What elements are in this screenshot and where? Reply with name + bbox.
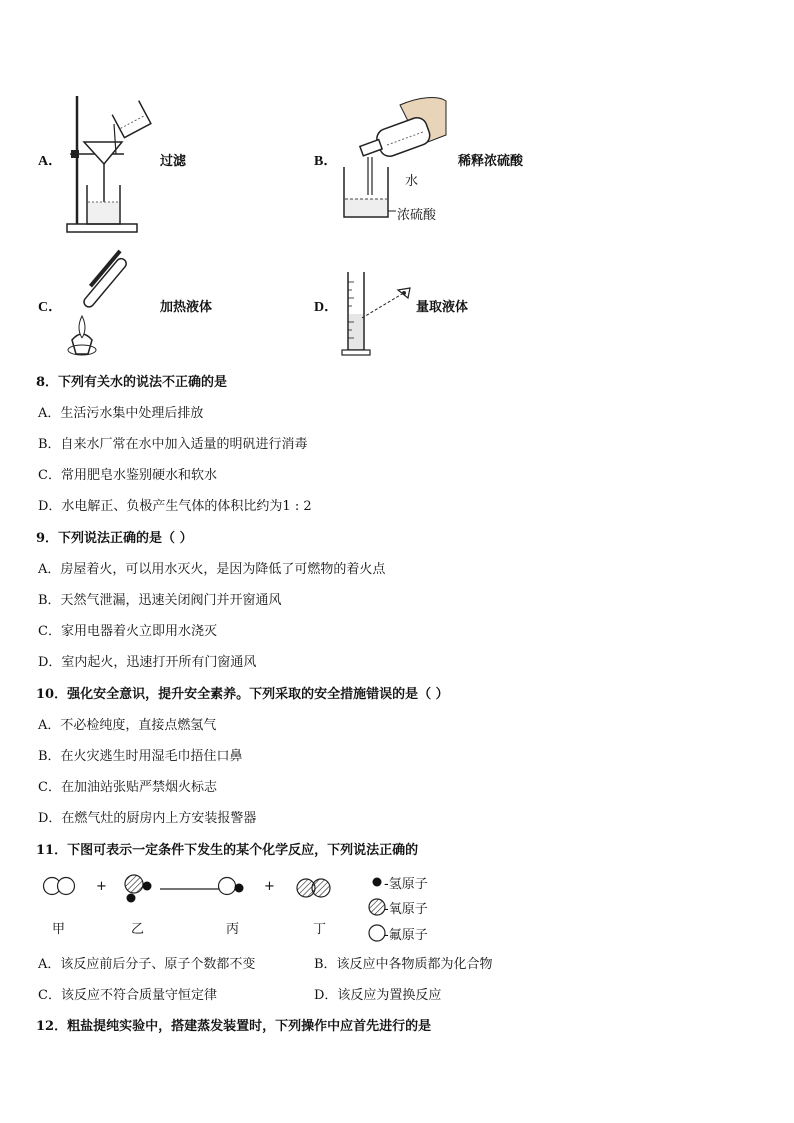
q8-option-a: A．生活污水集中处理后排放 [38, 406, 204, 421]
q10-option-d: D．在燃气灶的厨房内上方安装报警器 [38, 811, 257, 826]
q8-option-d: D．水电解正、负极产生气体的体积比约为1 : 2 [38, 499, 312, 514]
q10-option-c: C．在加油站张贴严禁烟火标志 [38, 780, 217, 795]
plus-sign-1: + [96, 879, 107, 894]
concentrated-acid-label: 浓硫酸 [397, 208, 437, 223]
legend-hydrogen-symbol [373, 878, 382, 887]
q11-option-d: D．该反应为置换反应 [314, 988, 442, 1003]
option-b-letter: B． [314, 154, 338, 169]
label-yi: 乙 [131, 922, 145, 937]
q9-option-d: D．室内起火，迅速打开所有门窗通风 [38, 655, 257, 670]
water-label: 水 [405, 174, 419, 189]
molecule-ding [297, 879, 330, 897]
label-bing: 丙 [226, 922, 240, 937]
q9-option-b: B．天然气泄漏，迅速关闭阀门并开窗通风 [38, 593, 282, 608]
legend-fluorine: -氟原子 [384, 928, 428, 943]
label-ding: 丁 [313, 922, 327, 937]
molecule-jia [44, 878, 75, 895]
q10-option-b: B．在火灾逃生时用湿毛巾捂住口鼻 [38, 749, 243, 764]
q8-option-c: C．常用肥皂水鉴别硬水和软水 [38, 468, 217, 483]
legend-oxygen: -氧原子 [384, 902, 428, 917]
legend-fluorine-symbol [369, 925, 385, 941]
question-10-stem: 10．强化安全意识，提升安全素养。下列采取的安全措施错误的是（ ） [36, 687, 449, 702]
q11-option-c: C．该反应不符合质量守恒定律 [38, 988, 217, 1003]
graduated-cylinder-figure [340, 268, 420, 358]
legend-oxygen-symbol [369, 899, 385, 915]
heating-liquid-figure [62, 258, 142, 358]
question-11-stem: 11．下图可表示一定条件下发生的某个化学反应，下列说法正确的 [36, 843, 419, 858]
option-d-letter: D． [314, 300, 339, 315]
option-c-letter: C． [38, 300, 63, 315]
q11-option-b: B．该反应中各物质都为化合物 [314, 957, 493, 972]
q9-option-c: C．家用电器着火立即用水浇灭 [38, 624, 217, 639]
q9-option-a: A．房屋着火，可以用水灭火，是因为降低了可燃物的着火点 [38, 562, 386, 577]
question-8-stem: 8．下列有关水的说法不正确的是 [36, 375, 228, 390]
question-9-stem: 9．下列说法正确的是（ ） [36, 531, 193, 546]
option-a-caption: 过滤 [160, 154, 187, 169]
question-12-stem: 12．粗盐提纯实验中，搭建蒸发装置时，下列操作中应首先进行的是 [36, 1019, 432, 1034]
filtration-apparatus-figure [62, 92, 162, 237]
option-c-caption: 加热液体 [160, 300, 213, 315]
q10-option-a: A．不必检纯度，直接点燃氢气 [38, 718, 217, 733]
plus-sign-2: + [264, 879, 275, 894]
option-b-caption: 稀释浓硫酸 [458, 154, 524, 169]
molecule-bing [219, 878, 244, 895]
option-d-caption: 量取液体 [416, 300, 469, 315]
molecule-yi [125, 875, 152, 903]
legend-hydrogen: -氢原子 [384, 877, 428, 892]
option-a-letter: A． [38, 154, 63, 169]
label-jia: 甲 [52, 922, 66, 937]
acid-dilution-figure [338, 95, 448, 220]
q11-option-a: A．该反应前后分子、原子个数都不变 [38, 957, 256, 972]
q8-option-b: B．自来水厂常在水中加入适量的明矾进行消毒 [38, 437, 308, 452]
